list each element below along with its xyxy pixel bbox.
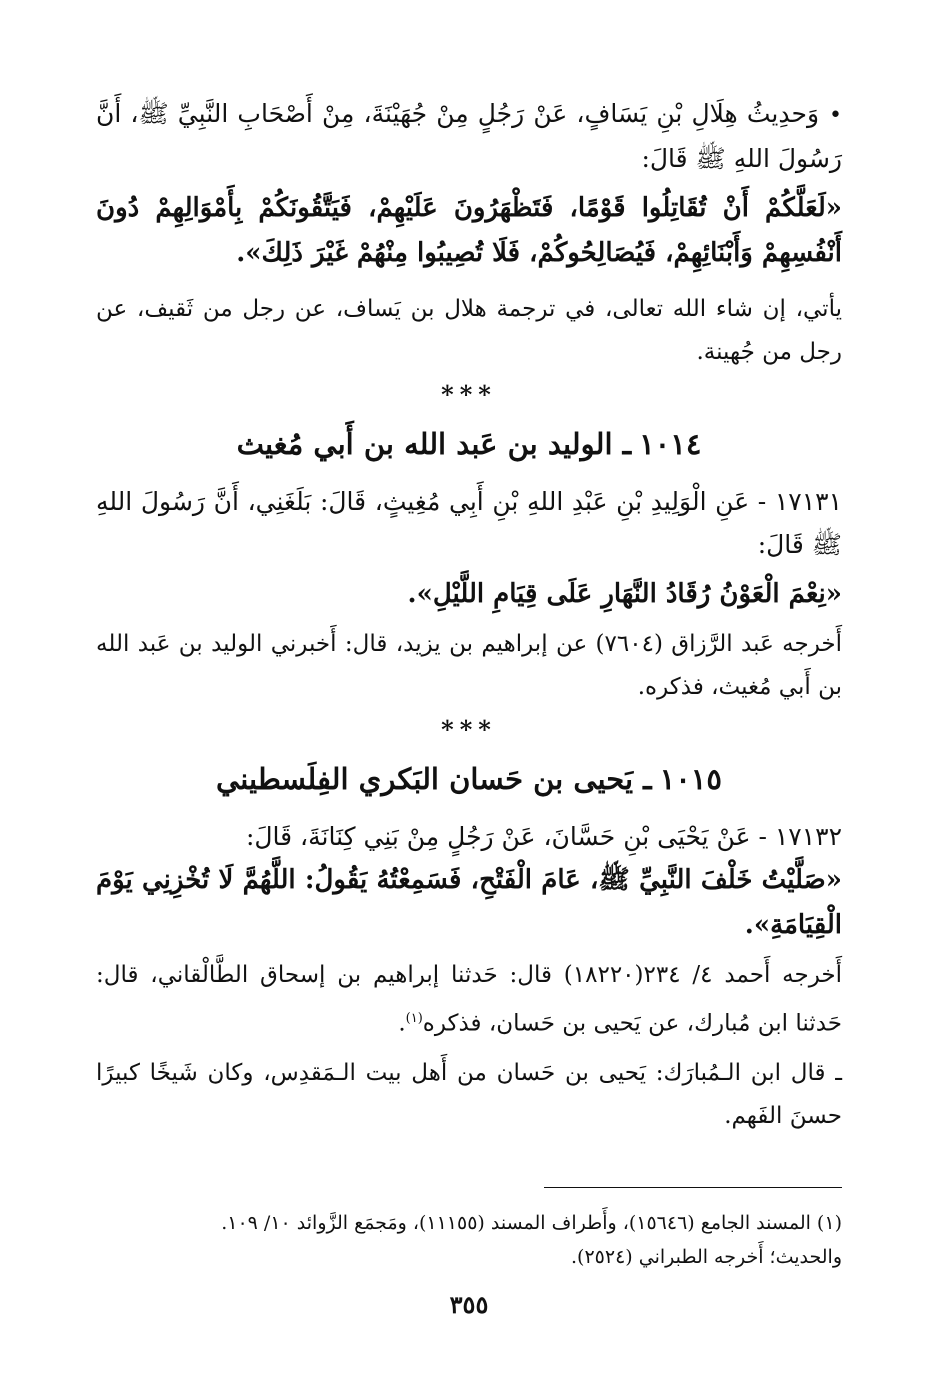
footnote-divider [544,1187,842,1188]
hadith-intro-17132: ١٧١٣٢ - عَنْ يَحْيَى بْنِ حَسَّانَ، عَنْ رَجُلٍ مِنْ بَنِي كِنَانَةَ، قَالَ: [245,822,842,851]
section-heading-1015 [96,753,842,805]
section-number: ١٠١٤ [639,427,702,461]
intro-line: وَحدِيثُ هِلَالِ بْنِ يَسَافٍ، عَنْ رَجُلٍ مِنْ جُهَيْنَةَ، مِنْ أَصْحَابِ النَّبِيِّ ﷺ، أَنَّ رَسُولَ اللهِ ﷺ قَالَ: [96,99,842,173]
section-title: ـ الوليد بن عَبد الله بن أَبي مُغيث [236,427,632,461]
hadith-quote-17132: «صَلَّيْتُ خَلْفَ النَّبِيِّ ﷺ، عَامَ الْفَتْحِ، فَسَمِعْتُهُ يَقُولُ: اللَّهُمَّ لَا تُخْزِنِي يَوْمَ الْقِيَامَةِ». [96,865,842,940]
page-body [96,92,842,1138]
footnote-1: (١) المسند الجامع (١٥٦٤٦)، وأَطراف المسند (١١١٥٥)، ومَجمَع الزَّوائد ١٠/ ١٠٩. [221,1212,842,1234]
hadith-intro-17131: ١٧١٣١ - عَنِ الْوَلِيدِ بْنِ عَبْدِ اللهِ بْنِ أَبِي مُغِيثٍ، قَالَ: بَلَغَنِي، أَنَّ رَسُولَ اللهِ ﷺ قَالَ: [96,487,842,559]
bullet-icon: • [829,103,842,128]
footnote-ref[interactable]: (١) [405,1011,423,1026]
takhrij-text: أَخرجه أَحمد ٤/ ٢٣٤(١٨٢٢٠) قال: حَدثنا إبراهيم بن إسحاق الطَّالْقاني، قال: حَدثنا ابن مُبارك، عن يَحيى بن حَسان، فذكره [96,962,843,1037]
hadith-quote-17131: «نِعْمَ الْعَوْنُ رُقَادُ النَّهَارِ عَلَى قِيَامِ اللَّيْلِ». [407,579,842,609]
intro-paragraph [96,92,842,180]
page-number: ٣٥٥ [449,1290,489,1319]
section-number: ١٠١٥ [659,762,722,796]
intro-quote: «لَعَلَّكُمْ أَنْ تُقَاتِلُوا قَوْمًا، فَتَظْهَرُونَ عَلَيْهِمْ، فَيَتَّقُونَكُمْ بِأَمْوَالِهِمْ دُونَ أَنْفُسِهِمْ وَأَبْنَائِهِمْ، فَيُصَالِحُوكُمْ، فَلَا تُصِيبُوا مِنْهُمْ غَيْرَ ذَلِكَ». [96,193,842,268]
takhrij-17131: أَخرجه عَبد الرَّزاق (٧٦٠٤) عن إبراهيم بن يزيد، قال: أَخبرني الوليد بن عَبد الله بن أَبي مُغيث، فذكره. [96,631,843,700]
ibn-mubarak-comment: ـ قال ابن الـمُبارَك: يَحيى بن حَسان من أَهل بيت الـمَقدِس، وكان شَيخًا كبيرًا حسنَ الفَهم. [96,1059,842,1129]
section-heading-1014 [96,418,842,470]
section-separator: *** [441,380,497,409]
footnotes [96,1206,842,1274]
footnote-continuation: والحديث؛ أَخرجه الطبراني (٢٥٢٤). [571,1246,842,1268]
takhrij-17132 [96,954,842,1046]
intro-note: يأتي، إن شاء الله تعالى، في ترجمة هلال بن يَساف، عن رجل من ثَقيف، عن رجل من جُهينة. [96,296,842,365]
section-separator: *** [441,715,497,744]
section-title: ـ يَحيى بن حَسان البَكري الفِلَسطيني [216,762,652,796]
takhrij-end: . [398,1010,406,1037]
